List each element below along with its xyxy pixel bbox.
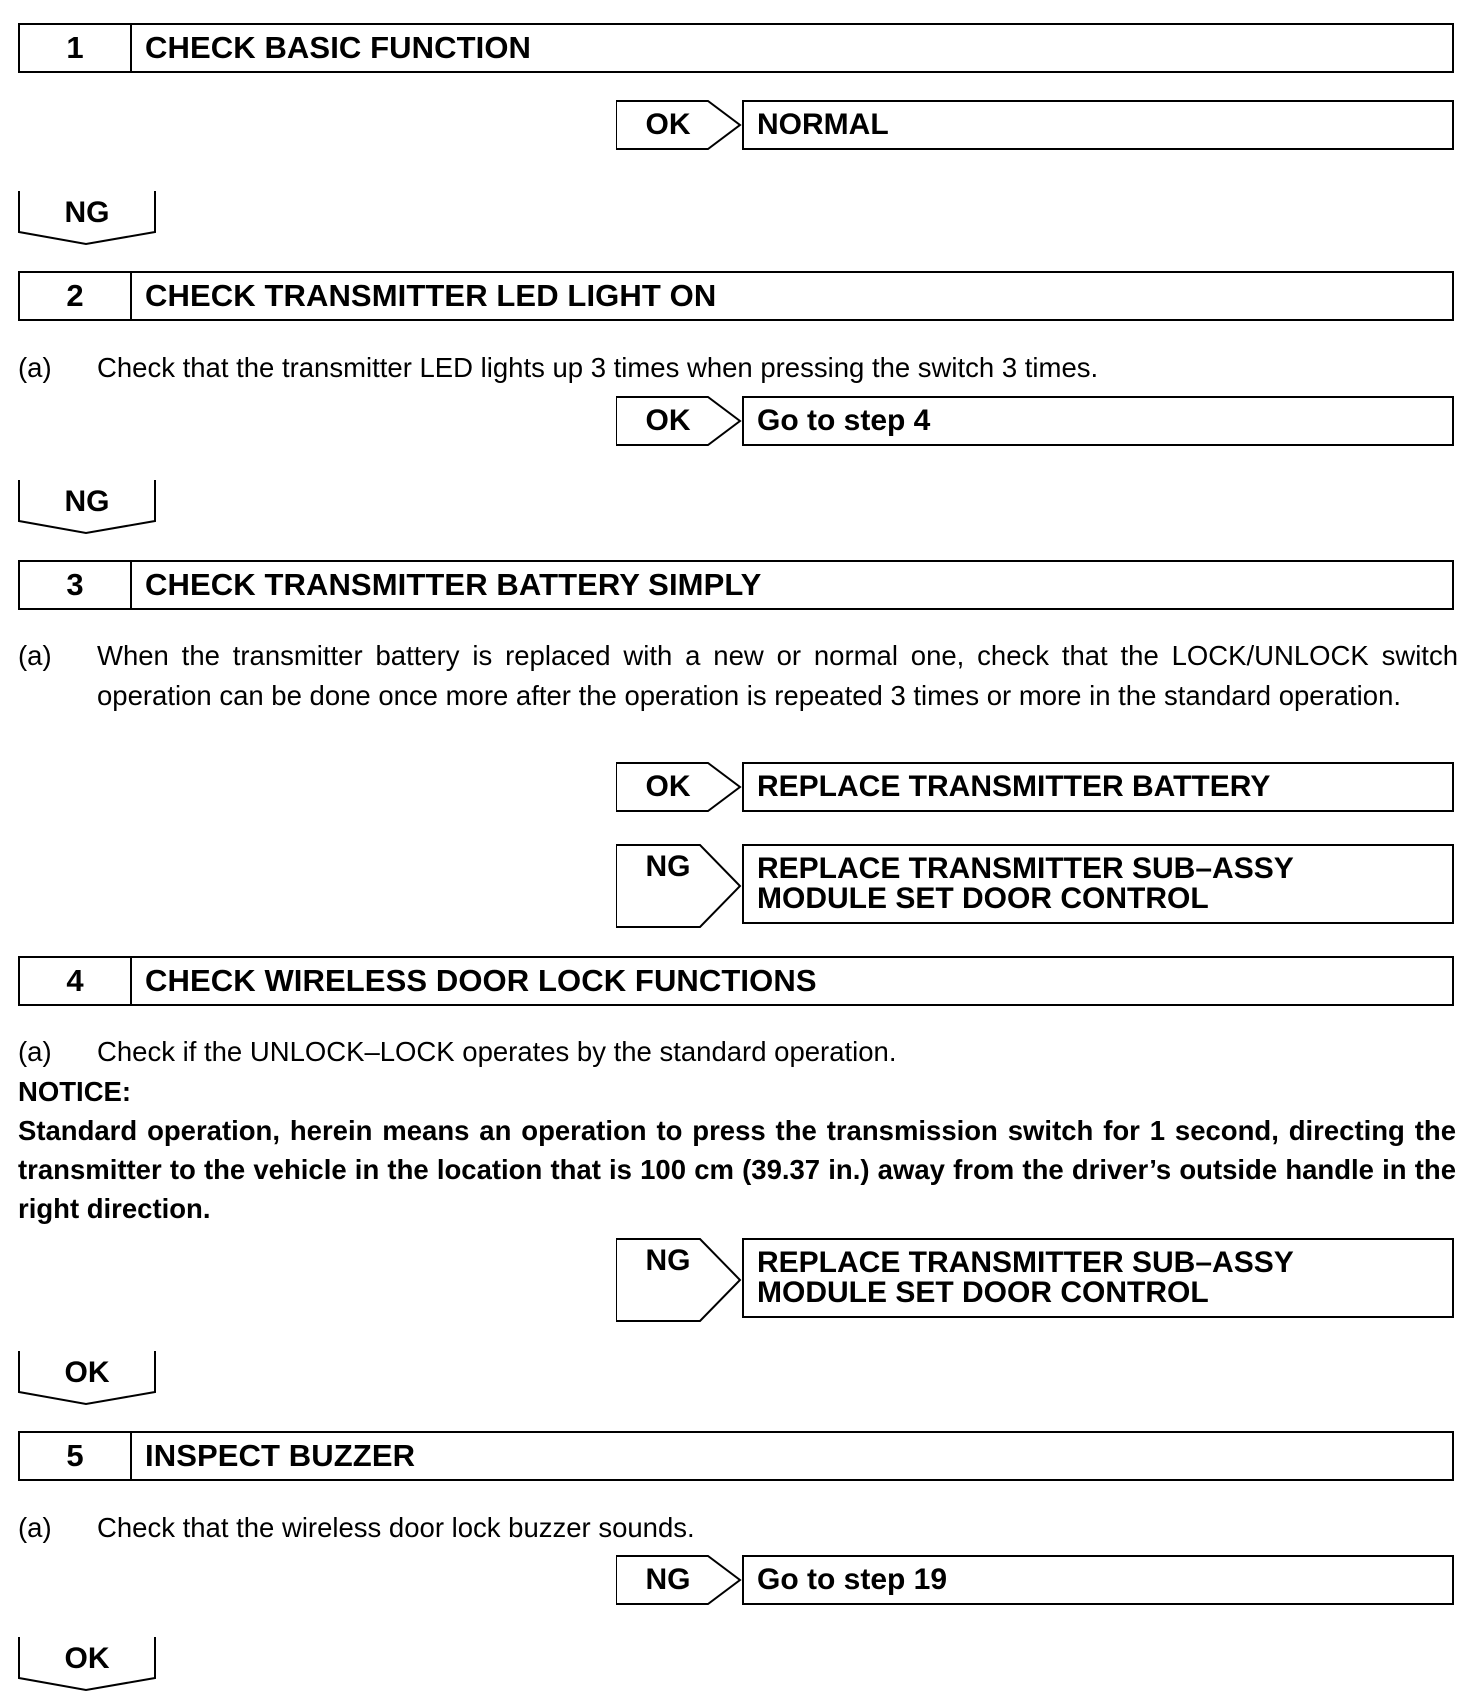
result-text: REPLACE TRANSMITTER BATTERY xyxy=(757,770,1271,803)
result-ng-replace-module-1 xyxy=(616,844,1454,928)
result-ng-replace-module-2 xyxy=(616,1238,1454,1322)
step-number: 3 xyxy=(20,562,132,608)
item-text: Check that the transmitter LED lights up 3 times when pressing the switch 3 times. xyxy=(97,352,1099,383)
step-5-instruction xyxy=(18,1508,1458,1548)
result-text: Go to step 4 xyxy=(757,404,931,437)
flow-ok-1 xyxy=(18,1350,156,1402)
result-text: REPLACE TRANSMITTER SUB–ASSY MODULE SET DOOR CONTROL xyxy=(757,852,1294,915)
notice-text: Standard operation, herein means an operation to press the transmission switch for 1 second, directing the transmitter to the vehicle in the location that is 100 cm (39.37 in.) away from the driver’s outside handle in the right direction. xyxy=(18,1115,1456,1224)
step-4-header xyxy=(18,956,1454,1006)
result-ok-step4 xyxy=(616,396,1454,446)
flow-label: OK xyxy=(64,1356,110,1389)
step-3-header xyxy=(18,560,1454,610)
ng-arrow-tag xyxy=(616,1238,742,1322)
notice-heading: NOTICE: xyxy=(18,1076,132,1107)
step-number: 2 xyxy=(20,273,132,319)
step-title: CHECK TRANSMITTER LED LIGHT ON xyxy=(145,278,717,313)
ok-arrow-tag xyxy=(616,762,742,812)
item-text: When the transmitter battery is replaced with a new or normal one, check that the LOCK/UNLOCK switch operation can be done once more after the operation is repeated 3 times or more in the standard operation. xyxy=(97,640,1458,711)
step-2-header xyxy=(18,271,1454,321)
result-box xyxy=(742,844,1454,924)
result-box xyxy=(742,1238,1454,1318)
step-title: CHECK WIRELESS DOOR LOCK FUNCTIONS xyxy=(145,963,817,998)
step-5-header xyxy=(18,1431,1454,1481)
item-label: (a) xyxy=(18,352,52,383)
result-ng-step19 xyxy=(616,1555,1454,1605)
step-2-instruction xyxy=(18,348,1458,388)
step-title: CHECK TRANSMITTER BATTERY SIMPLY xyxy=(145,567,762,602)
ok-arrow-tag xyxy=(616,396,742,446)
flow-label: OK xyxy=(64,1642,110,1675)
tag-label: OK xyxy=(645,108,691,141)
ng-arrow-tag xyxy=(616,844,742,928)
result-ok-normal xyxy=(616,100,1454,150)
tag-label: NG xyxy=(645,850,691,883)
step-number: 5 xyxy=(20,1433,132,1479)
result-box xyxy=(742,100,1454,150)
result-box xyxy=(742,396,1454,446)
tag-label: OK xyxy=(645,770,691,803)
result-ok-replace-battery xyxy=(616,762,1454,812)
result-text: Go to step 19 xyxy=(757,1563,948,1596)
step-title: INSPECT BUZZER xyxy=(145,1438,416,1473)
result-text: REPLACE TRANSMITTER SUB–ASSY MODULE SET DOOR CONTROL xyxy=(757,1246,1294,1309)
step-number: 4 xyxy=(20,958,132,1004)
tag-label: NG xyxy=(645,1563,691,1596)
tag-label: OK xyxy=(645,404,691,437)
tag-label: NG xyxy=(645,1244,691,1277)
ng-arrow-tag xyxy=(616,1555,742,1605)
flow-ok-2 xyxy=(18,1636,156,1688)
result-text: NORMAL xyxy=(757,108,889,141)
flow-ng-2 xyxy=(18,479,156,531)
step-number: 1 xyxy=(20,25,132,71)
flow-label: NG xyxy=(64,196,110,229)
result-box xyxy=(742,1555,1454,1605)
flow-ng-1 xyxy=(18,190,156,242)
item-text: Check if the UNLOCK–LOCK operates by the standard operation. xyxy=(97,1036,897,1067)
step-1-header xyxy=(18,23,1454,73)
ok-arrow-tag xyxy=(616,100,742,150)
result-box xyxy=(742,762,1454,812)
step-4-instruction xyxy=(18,1032,1458,1072)
item-label: (a) xyxy=(18,640,52,671)
item-label: (a) xyxy=(18,1036,52,1067)
step-title: CHECK BASIC FUNCTION xyxy=(145,30,532,65)
item-label: (a) xyxy=(18,1512,52,1543)
step-3-instruction xyxy=(18,636,1458,758)
item-text: Check that the wireless door lock buzzer sounds. xyxy=(97,1512,695,1543)
flow-label: NG xyxy=(64,485,110,518)
